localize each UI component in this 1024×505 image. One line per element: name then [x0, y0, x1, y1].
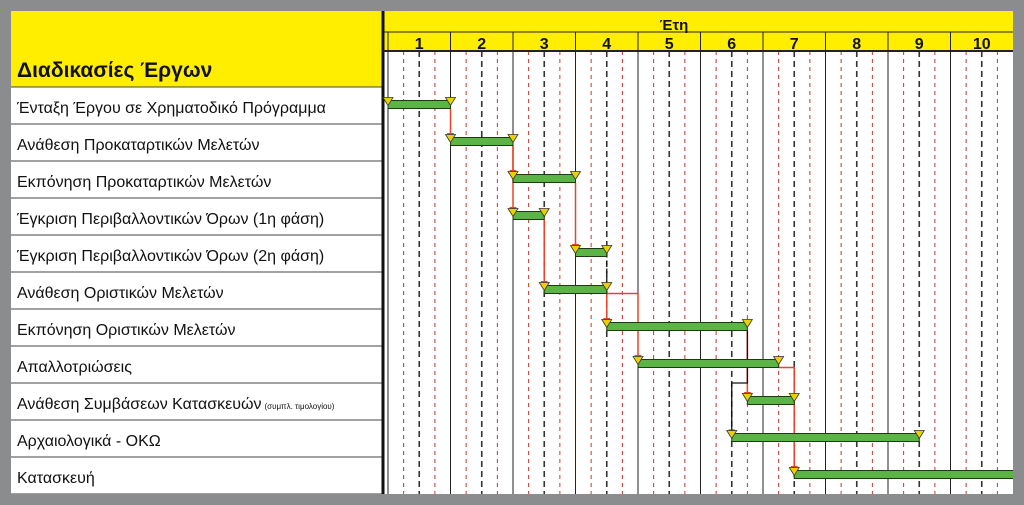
task-bar: [794, 471, 1013, 479]
task-label-text: Ένταξη Έργου σε Χρηματοδικό Πρόγραμμα: [17, 100, 326, 117]
task-bar: [513, 212, 544, 220]
task-label-text: Εκπόνηση Προκαταρτικών Μελετών: [17, 174, 272, 191]
task-bar: [451, 138, 514, 146]
gantt-frame: [11, 11, 1013, 494]
task-label: [16, 248, 324, 265]
task-bar: [388, 101, 451, 109]
task-label-text: Κατασκευή: [17, 470, 95, 487]
task-label-text: Έγκριση Περιβαλλοντικών Όρων (1η φάση): [17, 211, 325, 228]
year-tick-label: 4: [602, 36, 612, 53]
task-label: [17, 470, 95, 487]
task-label: [17, 174, 271, 191]
task-label: [17, 322, 236, 339]
task-label-layer: [16, 100, 335, 487]
gantt-chart: [11, 11, 1013, 494]
year-tick-label: 2: [477, 36, 487, 53]
task-label: [17, 359, 132, 376]
dependency-arrow: [779, 368, 795, 473]
task-label-text: Αρχαιολογικά - ΟΚΩ: [17, 433, 161, 450]
task-label-text: Ανάθεση Συμβάσεων Κατασκευών: [17, 396, 262, 413]
task-label-note: (συμπλ. τιμολογίου): [264, 402, 335, 411]
page-title: Διαδικασίες Έργων: [17, 59, 213, 82]
task-label: [17, 396, 335, 413]
task-label-text: Ανάθεση Προκαταρτικών Μελετών: [17, 137, 260, 154]
year-tick-label: 1: [414, 36, 424, 53]
dependency-arrow: [732, 331, 748, 436]
year-tick-label: 9: [914, 36, 924, 53]
task-label: [17, 433, 161, 450]
task-label-text: Εκπόνηση Οριστικών Μελετών: [17, 322, 236, 339]
year-tick-label: 7: [789, 36, 799, 53]
task-label-text: Απαλλοτριώσεις: [17, 359, 132, 376]
task-label-text: Ανάθεση Οριστικών Μελετών: [17, 285, 224, 302]
year-tick-label: 6: [727, 36, 737, 53]
task-label: [17, 285, 224, 302]
year-tick-label: 5: [664, 36, 674, 53]
task-bar: [607, 323, 748, 331]
task-label: [16, 211, 324, 228]
year-tick-label: 8: [852, 36, 862, 53]
task-bar: [747, 397, 794, 405]
task-bar: [638, 360, 779, 368]
task-label: [17, 137, 260, 154]
task-bar: [732, 434, 920, 442]
task-bar: [576, 249, 607, 257]
task-bar: [513, 175, 576, 183]
task-label: [16, 100, 326, 117]
task-bar: [544, 286, 607, 294]
year-tick-label: 3: [539, 36, 549, 53]
task-label-text: Έγκριση Περιβαλλοντικών Όρων (2η φάση): [17, 248, 325, 265]
years-label: Έτη: [659, 17, 689, 34]
year-tick-label: 10: [972, 36, 991, 53]
